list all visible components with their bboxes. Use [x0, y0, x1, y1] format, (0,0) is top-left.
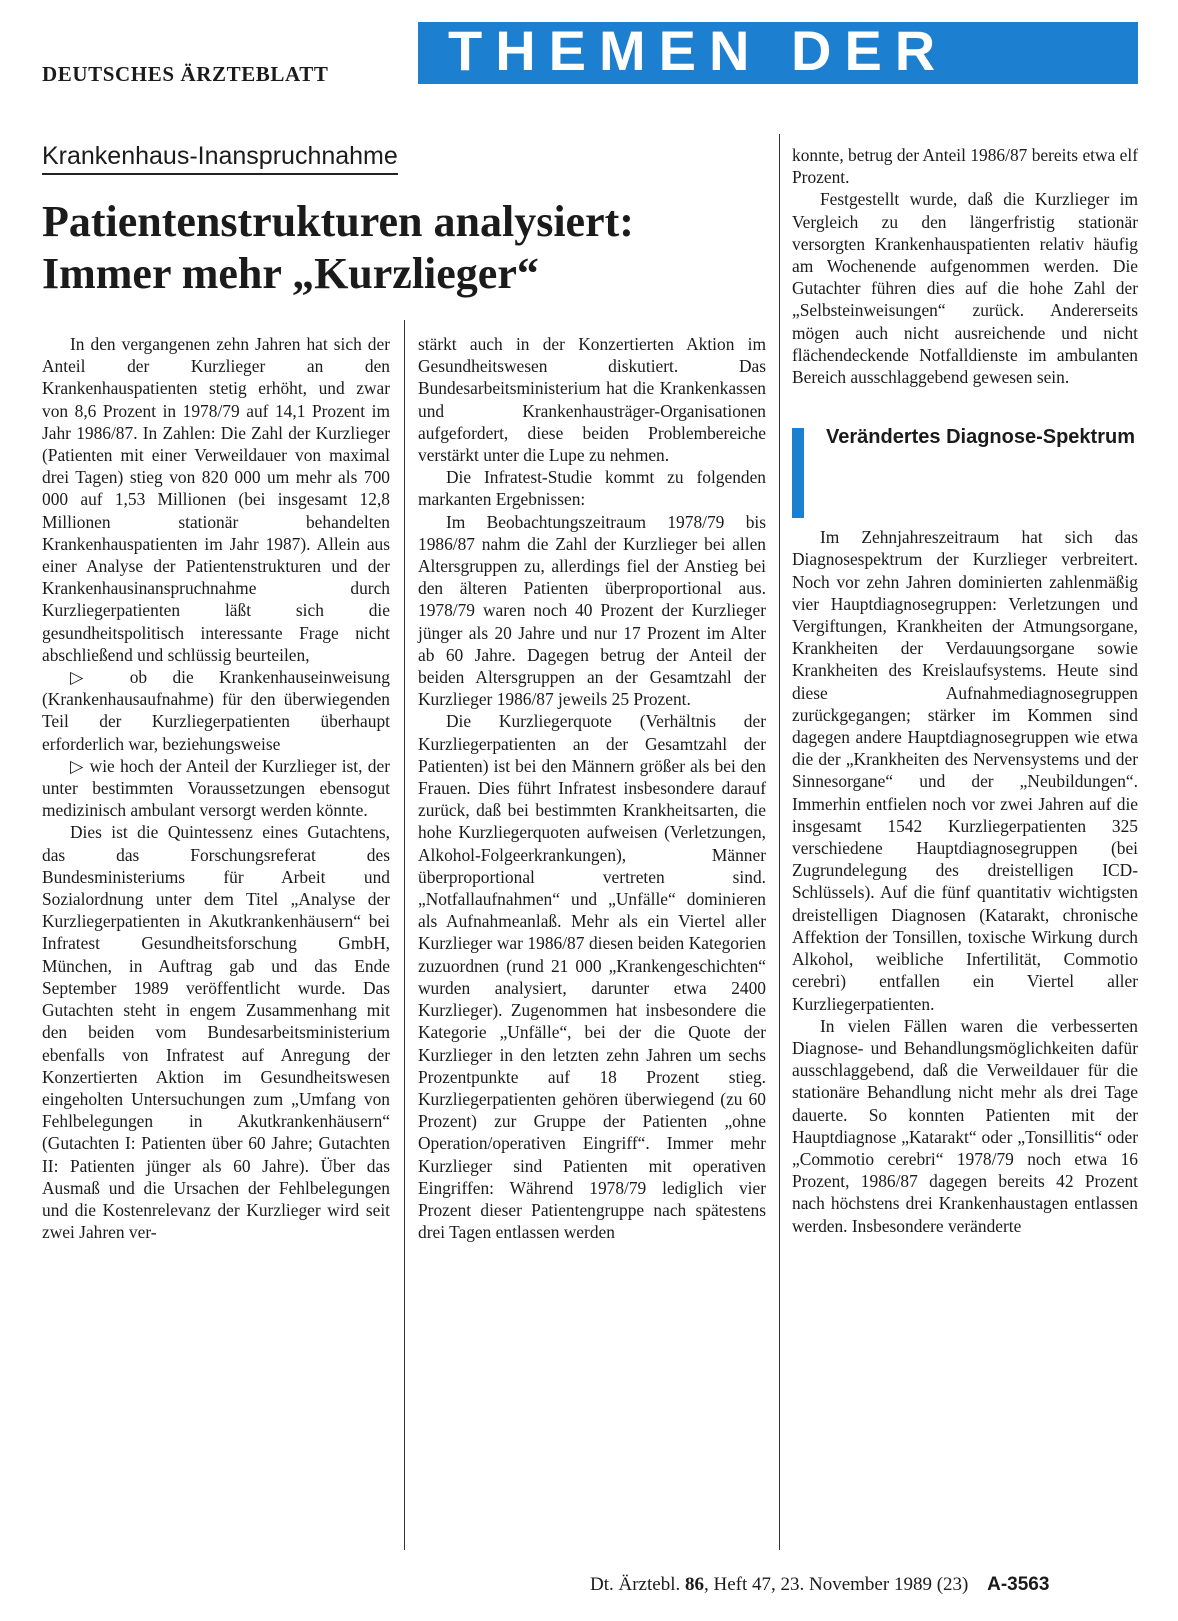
citation-rest: , Heft 47, 23. November 1989 (23)	[703, 1574, 969, 1595]
headline-line-1: Patientenstrukturen analysiert:	[42, 197, 634, 246]
article-headline	[42, 196, 762, 300]
article-column-2	[418, 333, 766, 1243]
publication-name: DEUTSCHES ÄRZTEBLATT	[42, 62, 329, 86]
headline-line-2: Immer mehr „Kurzlieger“	[42, 249, 539, 298]
paragraph: In den vergangenen zehn Jahren hat sich der Anteil der Kurzlieger an den Krankenhauspatienten stetig erhöht, und zwar von 8,6 Prozent in 1978/79 auf 14,1 Prozent im Jahr 1986/87. In Zahlen: Die Zahl der Kurzlieger (Patienten mit einer Verweildauer von maximal drei Tagen) stieg von 820 000 um mehr als 700 000 auf 1,53 Millionen (bei insgesamt 12,8 Millionen stationär behandelten Krankenhauspatienten im Jahr 1987). Allein aus einer Analyse der Patientenstrukturen und der Krankenhausinanspruchnahme durch Kurzliegerpatienten läßt sich die gesundheitspolitisch interessante Frage nicht abschließend und schlüssig beurteilen,	[42, 334, 390, 665]
paragraph: Im Zehnjahreszeitraum hat sich das Diagnosespektrum der Kurzlieger verbreitert. Noch vor zehn Jahren dominierten zahlenmäßig vier Hauptdiagnosegruppen: Verletzungen und Vergiftungen, Krankheiten der Atmungsorgane, Krankheiten der Verdauungsorgane sowie Krankheiten des Kreislaufsystems. Heute sind diese Aufnahmediagnosegruppen zurückgegangen; stärker im Kommen sind dagegen andere Hauptdiagnosegruppen wie etwa die der „Krankheiten des Nervensystems und der Sinnesorgane“ und der „Neubildungen“. Immerhin entfielen noch vor zwei Jahren auf die insgesamt 1542 Kurzliegerpatienten 325 verschiedene Hauptdiagnosegruppen (bei Zugrundelegung des dreistelligen ICD-Schlüssels). Auf die fünf quantitativ wichtigsten dreistelligen Diagnosen (Katarakt, chronische Affektion der Tonsillen, toxische Wirkung durch Alkohol, weibliche Infertilität, Commotio cerebri) entfallen ein Viertel aller Kurzliegerpatienten.	[792, 527, 1138, 1014]
paragraph: Festgestellt wurde, daß die Kurzlieger im Vergleich zu den längerfristig stationär versorgten Krankenhauspatienten relativ häufig am Wochenende aufgenommen werden. Die Gutachter führen dies auf die hohe Zahl der „Selbsteinweisungen“ zurück. Andererseits mögen auch nicht ausreichende und nicht flächendeckende Notfalldienste im ambulanten Bereich ausschlaggebend gewesen sein.	[792, 189, 1138, 388]
column-divider	[404, 320, 405, 1550]
paragraph: Die Infratest-Studie kommt zu folgenden markanten Ergebnissen:	[418, 467, 766, 510]
section-banner-label: THEMEN DER ZEIT	[448, 19, 949, 144]
subheading: Verändertes Diagnose-Spektrum	[826, 426, 1135, 449]
bullet-paragraph: ▷ ob die Krankenhauseinweisung (Krankenhausaufnahme) für den überwiegenden Teil der Kurzliegerpatienten überhaupt erforderlich war, beziehungsweise	[42, 667, 390, 754]
article-column-3	[792, 144, 1138, 1237]
paragraph: Dies ist die Quintessenz eines Gutachtens, das das Forschungsreferat des Bundesministeriums für Arbeit und Sozialordnung unter dem Titel „Analyse der Kurzliegerpatienten in Akutkrankenhäusern“ bei Infratest Gesundheitsforschung GmbH, München, in Auftrag gab und das Ende September 1989 veröffentlicht wurde. Das Gutachten steht in engem Zusammenhang mit den beiden vom Bundesarbeitsministerium ebenfalls von Infratest auf Anregung der Konzertierten Aktion im Gesundheitswesen eingeholten Untersuchungen zum „Umfang von Fehlbelegungen in Akutkrankenhäusern“ (Gutachten I: Patienten über 60 Jahre; Gutachten II: Patienten jünger als 60 Jahre). Über das Ausmaß und die Ursachen der Fehlbelegungen und die Kostenrelevanz der Kurzlieger wird seit zwei Jahren ver-	[42, 822, 390, 1243]
bullet-paragraph: ▷ wie hoch der Anteil der Kurzlieger ist, der unter bestimmten Voraussetzungen ebensogut medizinisch ambulant versorgt werden könnte.	[42, 755, 390, 821]
paragraph: Die Kurzliegerquote (Verhältnis der Kurzliegerpatienten an der Gesamtzahl der Patienten) ist bei den Männern größer als bei den Frauen. Dies führt Infratest insbesondere darauf zurück, daß bei bestimmten Krankheitsarten, die hohe Kurzliegerquoten aufweisen (Verletzungen, Alkohol-Folgeerkrankungen), Männer überproportional vertreten sind. „Notfallaufnahmen“ und „Unfälle“ dominieren als Aufnahmeanlaß. Mehr als ein Viertel aller Kurzlieger war 1986/87 diesen beiden Kategorien zuzuordnen (rund 21 000 „Krankengeschichten“ wurden analysiert, darunter etwa 2400 Kurzlieger). Zugenommen hat insbesondere die Kategorie „Unfälle“, bei der die Quote der Kurzlieger in den letzten zehn Jahren um sechs Prozentpunkte auf 18 Prozent stieg. Kurzliegerpatienten gehören überwiegend (zu 60 Prozent) zur Gruppe der Patienten „ohne Operation/operativen Eingriff“. Immer mehr Kurzlieger sind Patienten mit operativen Eingriffen: Während 1978/79 lediglich vier Prozent dieser Patientengruppe nach spätestens drei Tagen entlassen werden	[418, 711, 766, 1243]
page-number: A-3563	[987, 1574, 1050, 1595]
paragraph: Im Beobachtungszeitraum 1978/79 bis 1986/87 nahm die Zahl der Kurzlieger bei allen Altersgruppen zu, allerdings fiel der Anstieg bei den älteren Patienten überproportional aus. 1978/79 waren noch 40 Prozent der Kurzlieger jünger als 20 Jahre und nur 17 Prozent im Alter ab 60 Jahre. Dagegen betrug der Anteil der beiden Altersgruppen an der Gesamtzahl der Kurzlieger 1986/87 jeweils 25 Prozent.	[418, 511, 766, 710]
paragraph: stärkt auch in der Konzertierten Aktion im Gesundheitswesen diskutiert. Das Bundesarbeitsministerium hat die Krankenkassen und Krankenhausträger-Organisationen aufgefordert, diese beiden Problembereiche verstärkt unter die Lupe zu nehmen.	[418, 334, 766, 466]
article-kicker: Krankenhaus-Inanspruchnahme	[42, 142, 398, 175]
paragraph: In vielen Fällen waren die verbesserten Diagnose- und Behandlungsmöglichkeiten dafür ausschlaggebend, daß die Verweildauer für die stationäre Behandlung nicht mehr als drei Tage dauerte. So konnten Patienten mit der Hauptdiagnose „Katarakt“ oder „Tonsillitis“ oder „Commotio cerebri“ 1978/79 noch etwa 16 Prozent, 1986/87 dagegen bereits 42 Prozent nach höchstens drei Krankenhaustagen entlassen werden. Insbesondere veränderte	[792, 1015, 1138, 1236]
page-footer	[590, 1574, 1049, 1596]
citation-prefix: Dt. Ärztebl.	[590, 1574, 681, 1595]
section-banner	[418, 19, 1138, 144]
article-column-1	[42, 333, 390, 1243]
accent-bar	[792, 428, 804, 518]
volume-number: 86	[684, 1574, 704, 1595]
subheading-block	[792, 424, 1138, 514]
column-divider	[779, 134, 780, 1550]
paragraph: konnte, betrug der Anteil 1986/87 bereits etwa elf Prozent.	[792, 145, 1138, 188]
